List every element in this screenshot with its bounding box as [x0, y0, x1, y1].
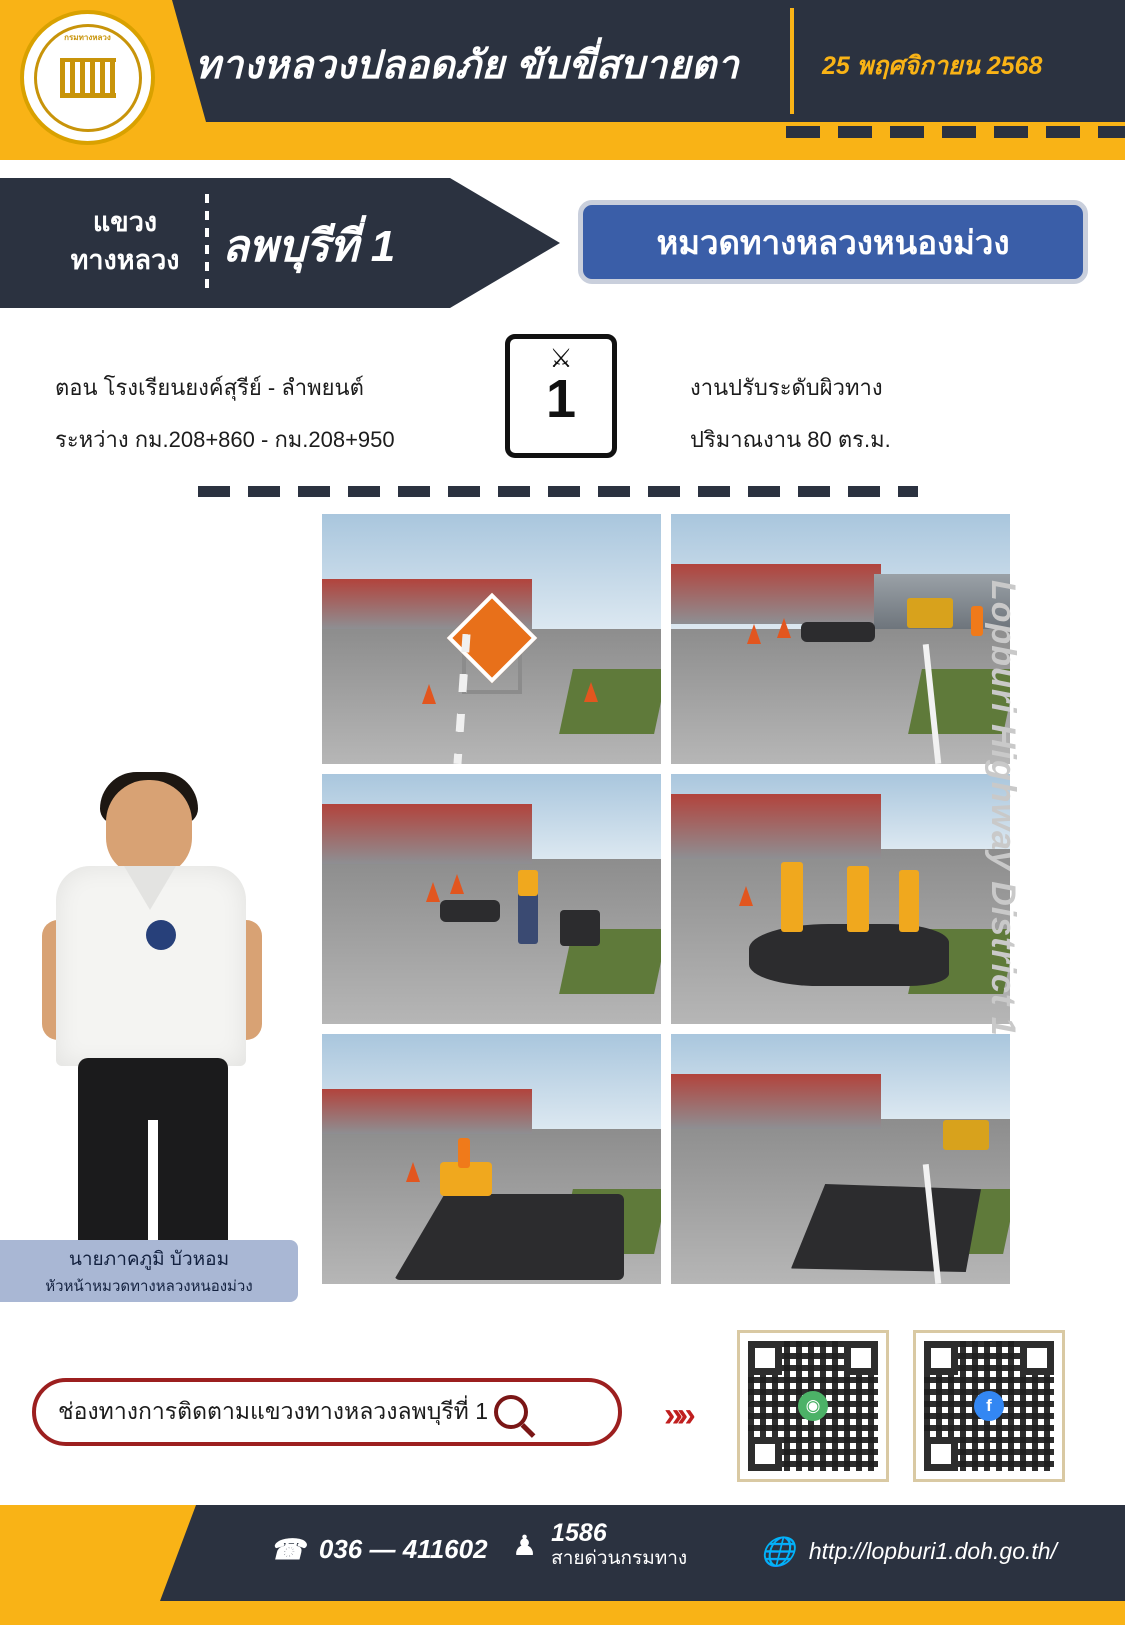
district-label: แขวง ทางหลวง	[70, 207, 180, 275]
info-section: ตอน โรงเรียนยงค์สุรีย์ - ลำพยนต์	[55, 375, 364, 400]
work-quantity: ปริมาณงาน 80 ตร.ม.	[690, 427, 891, 452]
district-name: ลพบุรีที่ 1	[222, 222, 396, 271]
footer-hotline	[512, 1519, 687, 1571]
info-left	[55, 362, 485, 466]
magnifier-icon[interactable]	[494, 1395, 528, 1429]
officer-name: นายภาคภูมิ บัวหอม	[68, 1249, 230, 1270]
qr-google-map[interactable]	[737, 1330, 889, 1482]
photo-roller-compacting	[322, 1034, 661, 1284]
info-km-range: ระหว่าง กม.208+860 - กม.208+950	[55, 427, 395, 452]
facebook-icon: f	[974, 1391, 1004, 1421]
photo-spreading-asphalt	[671, 774, 1010, 1024]
section-badge	[578, 200, 1088, 284]
district-dotted-divider	[205, 194, 209, 292]
globe-icon: 🌐	[760, 1536, 795, 1567]
photo-warning-sign	[322, 514, 661, 764]
photo-grid	[322, 514, 1010, 1292]
person-headset-icon: ♟	[512, 1529, 538, 1561]
header-dashes	[786, 126, 1125, 138]
follow-channel-label: ช่องทางการติดตามแขวงทางหลวงลพบุรีที่ 1	[58, 1398, 488, 1424]
garuda-icon: ⚔	[549, 343, 573, 373]
footer-phone	[270, 1533, 488, 1566]
header-date: 25 พฤศจิกายน 2568	[822, 52, 1043, 80]
dept-seal-icon	[20, 10, 155, 145]
chevron-right-icon: »»	[664, 1396, 690, 1434]
route-shield	[505, 334, 617, 458]
page-header	[0, 0, 1125, 160]
header-divider	[790, 8, 794, 114]
footer-hotline-label: สายด่วนกรมทาง	[551, 1548, 688, 1569]
footer-website[interactable]	[760, 1535, 1057, 1568]
officer-name-card	[0, 1240, 298, 1302]
officer-position: หัวหน้าหมวดทางหลวงหนองม่วง	[45, 1278, 253, 1295]
work-type: งานปรับระดับผิวทาง	[690, 375, 883, 400]
photo-finished-pavement	[671, 1034, 1010, 1284]
route-number: 1	[545, 369, 577, 429]
footer-phone-number: 036 — 411602	[318, 1534, 488, 1564]
footer-website-url: http://lopburi1.doh.go.th/	[808, 1538, 1057, 1564]
footer-hotline-number: 1586	[551, 1519, 607, 1547]
section-badge-label: หมวดทางหลวงหนองม่วง	[656, 223, 1010, 261]
info-right	[690, 362, 1070, 466]
page-footer	[0, 1505, 1125, 1625]
photo-breaking-pavement	[322, 774, 661, 1024]
shirt-emblem-icon	[146, 920, 176, 950]
follow-channel-bar[interactable]	[32, 1378, 622, 1446]
qr-facebook[interactable]	[913, 1330, 1065, 1482]
officer-photo	[28, 770, 288, 1280]
page-title: ทางหลวงปลอดภัย ขับขี่สบายตา	[195, 44, 740, 87]
dashed-divider	[198, 486, 918, 497]
telephone-icon: ☎	[270, 1534, 305, 1565]
district-vertical-label: Lopburi Highway District 1	[984, 580, 1022, 1037]
seal-bars	[60, 58, 116, 98]
district-banner	[0, 178, 560, 308]
map-pin-icon: ◉	[798, 1391, 828, 1421]
seal-label: กรมทางหลวง	[64, 32, 111, 42]
photo-marked-area	[671, 514, 1010, 764]
